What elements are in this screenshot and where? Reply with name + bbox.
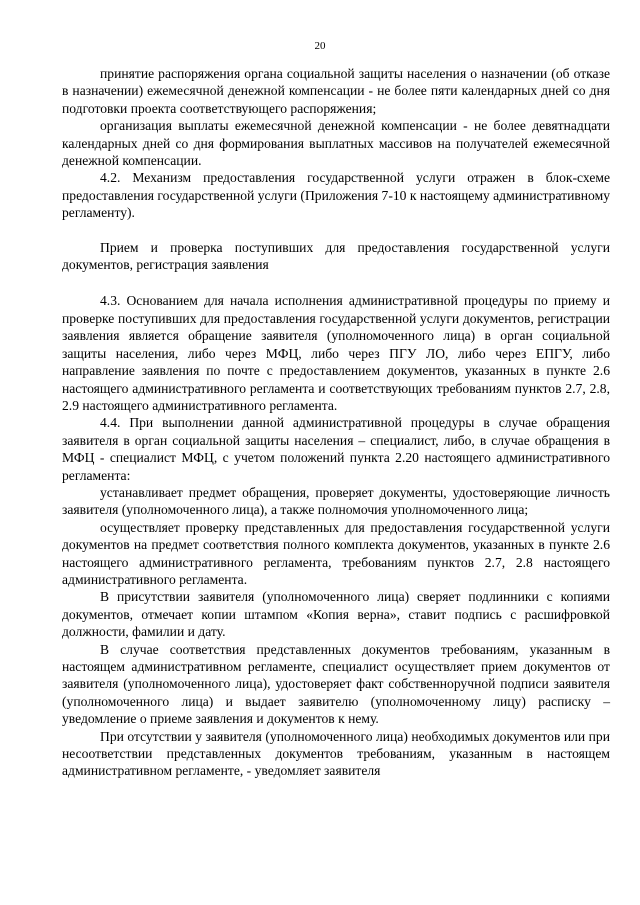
document-body (62, 65, 610, 780)
section-heading: Прием и проверка поступивших для предоставления государственной услуги документов, регистрация заявления (62, 239, 610, 273)
paragraph-identity-check: устанавливает предмет обращения, проверяет документы, удостоверяющие личность заявителя (уполномоченного лица), а также полномочия уполномоченного лица; (62, 484, 610, 518)
page-number: 20 (314, 40, 326, 52)
paragraph-order-decision: принятие распоряжения органа социальной защиты населения о назначении (об отказе в назначении) ежемесячной денежной компенсации - не более пяти календарных дней со дня подготовки проекта соответствующего распоряжения; (62, 66, 610, 116)
paragraph-copies-verification: В присутствии заявителя (уполномоченного лица) сверяет подлинники с копиями документов, отмечает копии штампом «Копия верна», ставит подпись с расшифровкой должности, фамилии и дату. (62, 589, 610, 640)
paragraph-missing-documents: При отсутствии у заявителя (уполномоченного лица) необходимых документов или при несоответствии представленных документов требованиям, указанным в настоящем административном регламенте, - уведомляет заявителя (62, 728, 610, 779)
paragraph-4-2: 4.2. Механизм предоставления государственной услуги отражен в блок-схеме предоставления государственной услуги (Приложения 7-10 к настоящему административному регламенту). (62, 170, 610, 221)
paragraph-documents-check: осуществляет проверку представленных для предоставления государственной услуги документов на предмет соответствия полного комплекта документов, указанных в пункте 2.6 настоящего административного регламента, требованиям пунктов 2.7, 2.8 настоящего административного регламента. (62, 519, 610, 587)
paragraph-payment-organization: организация выплаты ежемесячной денежной компенсации - не более девятнадцати календарных дней со дня формирования выплатных массивов на получателей ежемесячной денежной компенсации. (62, 118, 610, 169)
paragraph-4-3: 4.3. Основанием для начала исполнения административной процедуры по приему и проверке поступивших для предоставления государственной услуги документов, регистрации заявления является обращение заявителя (уполномоченного лица) в орган социальной защиты населения, либо через МФЦ, либо через ПГУ ЛО, либо через ЕПГУ, либо направление заявления по почте с предоставлением документов, указанных в пункте 2.6 настоящего административного регламента и соответствующих требованиям пунктов 2.7, 2.8, 2.9 настоящего административного регламента. (62, 293, 610, 413)
paragraph-acceptance: В случае соответствия представленных документов требованиям, указанным в настоящем административном регламенте, специалист осуществляет прием документов от заявителя (уполномоченного лица), удостоверяет факт собственноручной подписи заявителя (уполномоченного лица) и выдает заявителю (уполномоченному лицу) расписку – уведомление о приеме заявления и документов к нему. (62, 641, 610, 727)
paragraph-4-4: 4.4. При выполнении данной административной процедуры в случае обращения заявителя в орган социальной защиты населения – специалист, либо, в случае обращения в МФЦ - специалист МФЦ, с учетом положений пункта 2.20 настоящего административного регламента: (62, 415, 610, 483)
